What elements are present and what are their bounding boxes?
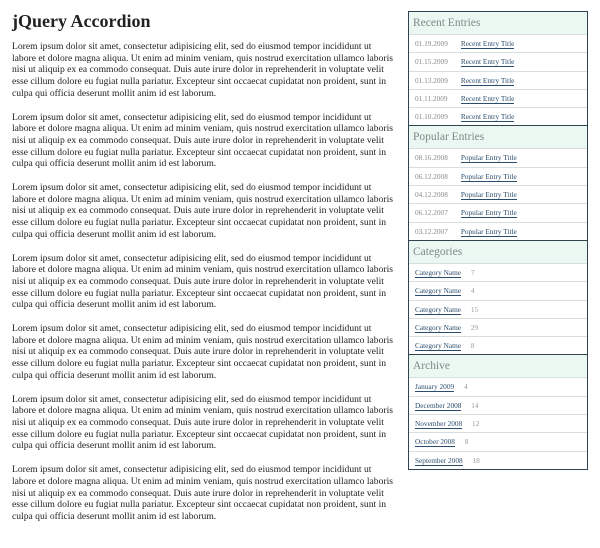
entry-date: 08.16.2008 (415, 153, 448, 163)
entry-date: 01.19.2009 (415, 39, 448, 48)
list-item (409, 185, 587, 203)
paragraph-list (12, 41, 397, 523)
list-item (409, 318, 587, 336)
entry-date: 03.12.2007 (415, 226, 448, 236)
list-item (409, 167, 587, 185)
entry-link[interactable]: Popular Entry Title (460, 190, 517, 200)
body-paragraph: Lorem ipsum dolor sit amet, consectetur adipisicing elit, sed do eiusmod tempor incididunt ut labore et dolore magna aliqua. Ut enim ad minim veniam, quis nostrud exercitation ullamco laboris nisi ut aliquip ex ea commodo consequat. Duis aute irure dolor in reprehenderit in voluptate velit esse cillum dolore eu fugiat nulla pariatur. Excepteur sint occaecat cupidatat non proident, sunt in culpa qui officia deserunt mollit anim id est laborum. (12, 111, 393, 170)
category-count: 4 (470, 286, 475, 296)
archive-link[interactable]: December 2008 (415, 400, 462, 410)
category-link[interactable]: Category Name (415, 341, 461, 351)
list-item (409, 377, 587, 395)
category-link[interactable]: Category Name (415, 322, 461, 332)
list-item (409, 34, 587, 52)
archive-count: 18 (472, 455, 480, 465)
list-item (409, 107, 587, 125)
archive-link[interactable]: January 2009 (415, 382, 455, 392)
category-count: 15 (470, 304, 479, 314)
list-item (409, 451, 587, 469)
list-item (409, 89, 587, 107)
body-paragraph: Lorem ipsum dolor sit amet, consectetur adipisicing elit, sed do eiusmod tempor incididunt ut labore et dolore magna aliqua. Ut enim ad minim veniam, quis nostrud exercitation ullamco laboris nisi ut aliquip ex ea commodo consequat. Duis aute irure dolor in reprehenderit in voluptate velit esse cillum dolore eu fugiat nulla pariatur. Excepteur sint occaecat cupidatat non proident, sunt in culpa qui officia deserunt mollit anim id est laborum. (12, 464, 393, 522)
body-paragraph: Lorem ipsum dolor sit amet, consectetur adipisicing elit, sed do eiusmod tempor incididunt ut labore et dolore magna aliqua. Ut enim ad minim veniam, quis nostrud exercitation ullamco laboris nisi ut aliquip ex ea commodo consequat. Duis aute irure dolor in reprehenderit in voluptate velit esse cillum dolore eu fugiat nulla pariatur. Excepteur sint occaecat cupidatat non proident, sunt in culpa qui officia deserunt mollit anim id est laborum. (12, 252, 393, 311)
entry-link[interactable]: Recent Entry Title (460, 112, 515, 122)
entry-link[interactable]: Popular Entry Title (460, 226, 517, 236)
entry-date: 06.12.2008 (415, 171, 448, 181)
body-paragraph: Lorem ipsum dolor sit amet, consectetur adipisicing elit, sed do eiusmod tempor incididunt ut labore et dolore magna aliqua. Ut enim ad minim veniam, quis nostrud exercitation ullamco laboris nisi ut aliquip ex ea commodo consequat. Duis aute irure dolor in reprehenderit in voluptate velit esse cillum dolore eu fugiat nulla pariatur. Excepteur sint occaecat cupidatat non proident, sunt in culpa qui officia deserunt mollit anim id est laborum. (12, 41, 393, 99)
entry-date: 01.11.2009 (415, 93, 448, 103)
entry-date: 01.10.2009 (415, 112, 448, 122)
entry-link[interactable]: Recent Entry Title (460, 75, 515, 85)
archive-header[interactable]: Archive (409, 355, 587, 377)
archive-count: 4 (463, 382, 468, 392)
list-item (409, 263, 587, 281)
sidebar-accordion (408, 11, 588, 470)
archive-section (409, 354, 587, 468)
main-content (12, 10, 397, 535)
archive-link[interactable]: November 2008 (415, 419, 463, 429)
list-item (409, 414, 587, 432)
list-item (409, 300, 587, 318)
entry-link[interactable]: Popular Entry Title (460, 208, 517, 218)
category-link[interactable]: Category Name (415, 267, 461, 277)
category-link[interactable]: Category Name (415, 286, 461, 296)
body-paragraph: Lorem ipsum dolor sit amet, consectetur adipisicing elit, sed do eiusmod tempor incididunt ut labore et dolore magna aliqua. Ut enim ad minim veniam, quis nostrud exercitation ullamco laboris nisi ut aliquip ex ea commodo consequat. Duis aute irure dolor in reprehenderit in voluptate velit esse cillum dolore eu fugiat nulla pariatur. Excepteur sint occaecat cupidatat non proident, sunt in culpa qui officia deserunt mollit anim id est laborum. (12, 393, 393, 452)
popular-entries-header[interactable]: Popular Entries (409, 126, 587, 148)
entry-link[interactable]: Recent Entry Title (460, 93, 515, 103)
archive-count: 8 (464, 437, 469, 447)
list-item (409, 336, 587, 354)
list-item (409, 222, 587, 240)
recent-entries-header[interactable]: Recent Entries (409, 12, 587, 34)
entry-link[interactable]: Popular Entry Title (460, 153, 517, 163)
list-item (409, 432, 587, 450)
recent-entries-section (409, 12, 587, 125)
entry-date: 01.15.2009 (415, 57, 448, 67)
category-link[interactable]: Category Name (415, 304, 461, 314)
entry-link[interactable]: Recent Entry Title (460, 57, 515, 67)
category-count: 7 (470, 267, 475, 277)
archive-count: 12 (472, 419, 480, 429)
categories-section (409, 240, 587, 354)
entry-date: 01.13.2009 (415, 75, 448, 85)
list-item (409, 281, 587, 299)
entry-link[interactable]: Recent Entry Title (460, 39, 515, 48)
body-paragraph: Lorem ipsum dolor sit amet, consectetur adipisicing elit, sed do eiusmod tempor incididunt ut labore et dolore magna aliqua. Ut enim ad minim veniam, quis nostrud exercitation ullamco laboris nisi ut aliquip ex ea commodo consequat. Duis aute irure dolor in reprehenderit in voluptate velit esse cillum dolore eu fugiat nulla pariatur. Excepteur sint occaecat cupidatat non proident, sunt in culpa qui officia deserunt mollit anim id est laborum. (12, 323, 393, 381)
entry-link[interactable]: Popular Entry Title (460, 171, 517, 181)
category-count: 8 (470, 341, 475, 351)
popular-entries-section (409, 125, 587, 239)
list-item (409, 52, 587, 70)
archive-count: 14 (471, 400, 479, 410)
categories-header[interactable]: Categories (409, 241, 587, 263)
archive-link[interactable]: September 2008 (415, 455, 463, 465)
list-item (409, 396, 587, 414)
page-title: jQuery Accordion (12, 11, 151, 31)
list-item (409, 71, 587, 89)
body-paragraph: Lorem ipsum dolor sit amet, consectetur adipisicing elit, sed do eiusmod tempor incididunt ut labore et dolore magna aliqua. Ut enim ad minim veniam, quis nostrud exercitation ullamco laboris nisi ut aliquip ex ea commodo consequat. Duis aute irure dolor in reprehenderit in voluptate velit esse cillum dolore eu fugiat nulla pariatur. Excepteur sint occaecat cupidatat non proident, sunt in culpa qui officia deserunt mollit anim id est laborum. (12, 182, 393, 240)
category-count: 29 (470, 322, 479, 332)
list-item (409, 148, 587, 166)
archive-link[interactable]: October 2008 (415, 437, 455, 447)
entry-date: 06.12.2007 (415, 208, 448, 218)
list-item (409, 203, 587, 221)
entry-date: 04.12.2008 (415, 190, 448, 200)
